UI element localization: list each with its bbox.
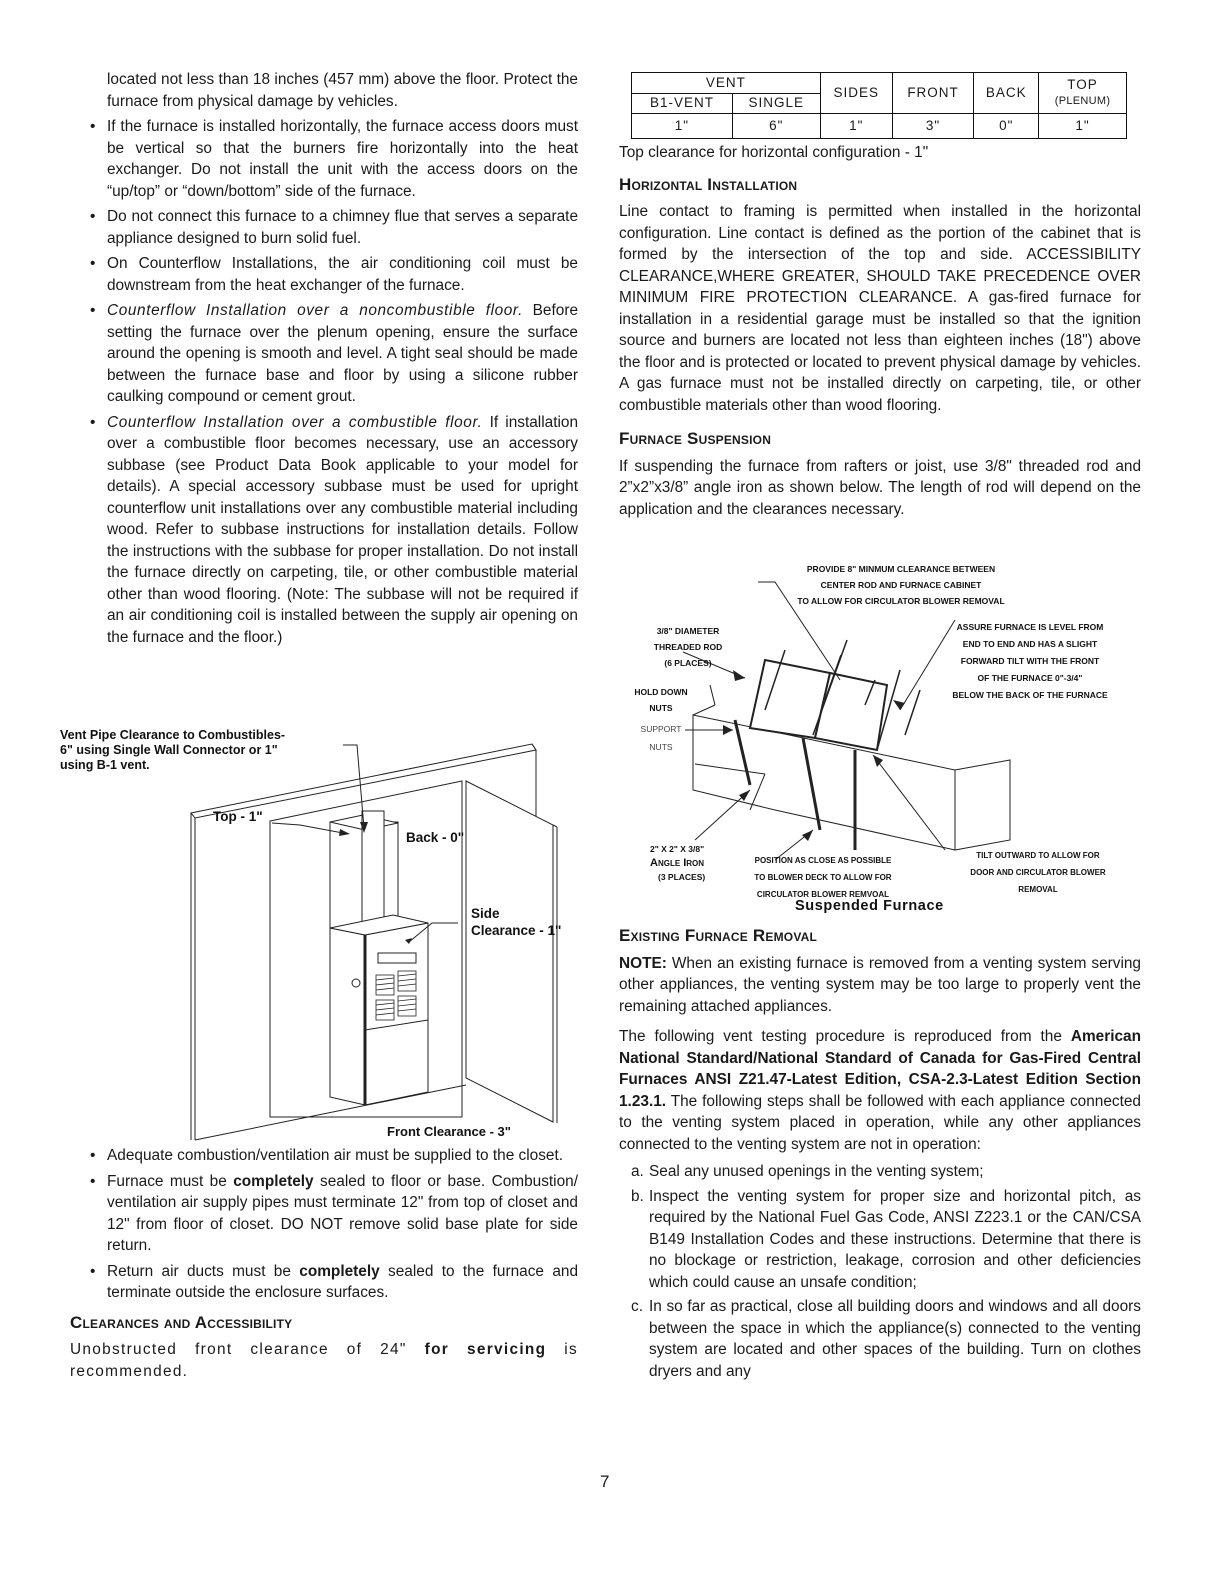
- table-header-top: [1039, 73, 1127, 114]
- label-line: Vent Pipe Clearance to Combustibles-: [60, 728, 286, 742]
- clearances-paragraph: [70, 1339, 578, 1382]
- bullet-text: If installation over a combustible floor becomes necessary, use an accessory subbase (see Product Data Book applicable to your model for details). A special accessory subbase must be used for upright counterflow unit installations over any combustible material including wood. Refer to subbase instructions for installation details. Follow the instructions with the subbase for proper installation. Do not install the furnace directly on carpeting, tile, or other combustible material other than wood flooring. (Note: The subbase will not be required if an air conditioning coil is installed between the supply air opening on the furnace and the floor.): [107, 413, 579, 646]
- table-cell: 1": [820, 114, 892, 139]
- bullet-text: Before setting the furnace over the plenum opening, ensure the surface around the opening is smooth and level. A tight seal should be made between the furnace base and floor by using a silicone rubber caulking compound or cement grout.: [107, 302, 578, 405]
- bullet-item: [70, 1261, 578, 1304]
- vent-clearance-label: [60, 728, 285, 773]
- suspended-furnace-figure: [615, 560, 1150, 920]
- label-line: END TO END AND HAS A SLIGHT: [962, 639, 1098, 649]
- bullet-item: • If the furnace is installed horizontally, the furnace access doors must be vertical so that the burners fire horizontally into the heat exchanger. Do not install the unit with the access doors on the “up/top” or “down/bottom” side of the furnace.: [70, 116, 578, 202]
- left-column-lower: [70, 1145, 578, 1382]
- paragraph-text: The following steps shall be followed with each appliance connected to the venting system placed in operation, while any other appliances connected to the venting system are not in operation:: [619, 1092, 1141, 1153]
- label-line: THREADED ROD: [653, 642, 723, 652]
- table-header-vent: VENT: [632, 73, 821, 94]
- label-line: DOOR AND CIRCULATOR BLOWER: [970, 868, 1106, 877]
- label-line: POSITION AS CLOSE AS POSSIBLE: [754, 856, 892, 865]
- clearance-table: [631, 72, 1127, 139]
- label-line: CIRCULATOR BLOWER REMVOAL: [756, 890, 890, 899]
- bullet-text: sealed to floor or base. Combustion/ ventilation air supply pipes must terminate 12" from top of closet and 12" from floor of closet. DO NOT remove solid base plate for side return.: [107, 1172, 578, 1254]
- table-header-sides: SIDES: [820, 73, 892, 114]
- provide-clearance-label: [761, 561, 1041, 609]
- note-label: NOTE:: [619, 954, 667, 972]
- bullet-item: • Do not connect this furnace to a chimney flue that serves a separate appliance designed to burn solid fuel.: [70, 206, 578, 249]
- page-number: 7: [600, 1472, 610, 1491]
- list-key: c.: [631, 1298, 643, 1315]
- label-line: TO BLOWER DECK TO ALLOW FOR: [754, 873, 892, 882]
- paragraph-bold: American National Standard/National Standard of Canada for Gas-Fired Central Furnaces ANSI Z21.47-Latest Edition, CSA-2.3-Latest Edition Section 1.23.1.: [619, 1028, 1141, 1110]
- label-line: FORWARD TILT WITH THE FRONT: [960, 656, 1100, 666]
- bullet-text: Return air ducts must be: [107, 1262, 300, 1280]
- label-line: PROVIDE 8" MINMUM CLEARANCE BETWEEN: [806, 564, 996, 574]
- intro-paragraph: located not less than 18 inches (457 mm) above the floor. Protect the furnace from physical damage by vehicles.: [107, 71, 578, 110]
- table-subheader-single: SINGLE: [732, 93, 820, 114]
- side-clearance-label: [471, 905, 561, 939]
- top-clearance-label: Top - 1": [213, 809, 263, 824]
- label-line: ASSURE FURNACE IS LEVEL FROM: [956, 622, 1104, 632]
- label-line: NUTS: [649, 742, 673, 752]
- assure-level-label: [930, 619, 1130, 704]
- label-line: (6 PLACES): [664, 658, 712, 668]
- label-line: TILT OUTWARD TO ALLOW FOR: [976, 851, 1100, 860]
- bullet-text: sealed to the furnace and terminate outside the enclosure surfaces.: [107, 1262, 579, 1301]
- label-line: NUTS: [649, 703, 673, 713]
- label-line: BELOW THE BACK OF THE FURNACE: [952, 690, 1108, 700]
- paragraph-text: is recommended.: [70, 1341, 578, 1380]
- list-text: Inspect the venting system for proper size and horizontal pitch, as required by the National Fuel Gas Code, ANSI Z223.1 or the CAN/CSA B149 Installation Codes and these instructions. Determine that there is no blockage or restriction, leakage, corrosion and other deficiencies which could cause an unsafe condition;: [649, 1187, 1141, 1291]
- bullet-italic-lead: Counterflow Installation over a noncombustible floor.: [107, 302, 523, 319]
- bullet-item: [70, 300, 578, 408]
- hold-down-nuts-label: [631, 684, 691, 716]
- steps-list: [619, 1161, 1141, 1382]
- label-line: CENTER ROD AND FURNACE CABINET: [820, 580, 982, 590]
- table-cell: 0": [974, 114, 1039, 139]
- note-text: When an existing furnace is removed from a venting system serving other appliances, the venting system may be too large to properly vent the remaining attached appliances.: [619, 954, 1141, 1015]
- label-line: SUPPORT: [640, 724, 682, 734]
- tilt-outward-label: [943, 847, 1133, 898]
- bullet-item: • On Counterflow Installations, the air conditioning coil must be downstream from the heat exchanger of the furnace.: [70, 253, 578, 296]
- horizontal-installation-text: Line contact to framing is permitted when installed in the horizontal configuration. Line contact is defined as the portion of the cabinet that is formed by the intersection of the top and side. ACCESSIBILITY CLEARANCE,WHERE GREATER, SHOULD TAKE PRECEDENCE OVER MINIMUM FIRE PROTECTION CLEARANCE. A gas-fired furnace for installation in a residential garage must be installed so that the ignition source and burners are located not less than eighteen inches (18") above the floor and is protected or located to prevent physical damage by vehicles. A gas furnace must not be installed directly on carpeting, tile, or other combustible materials other than wood flooring.: [619, 203, 1141, 414]
- front-clearance-label: Front Clearance - 3": [387, 1124, 511, 1139]
- label-line: using B-1 vent.: [60, 758, 150, 772]
- bullet-italic-lead: Counterflow Installation over a combustible floor.: [107, 413, 483, 431]
- note-paragraph: [619, 953, 1141, 1018]
- label-line: OF THE FURNACE 0"-3/4": [977, 673, 1083, 683]
- bullet-item: [70, 412, 578, 649]
- label-line: REMOVAL: [1018, 885, 1058, 894]
- angle-iron-label: [650, 842, 705, 884]
- list-item: [631, 1161, 1141, 1183]
- list-text: Seal any unused openings in the venting system;: [649, 1163, 984, 1180]
- bullet-text: Furnace must be: [107, 1172, 234, 1190]
- paragraph-text: Unobstructed front clearance of 24": [70, 1341, 425, 1358]
- bullet-item: [70, 1171, 578, 1257]
- label-line: HOLD DOWN: [634, 687, 688, 697]
- label-line: Angle Iron: [650, 857, 705, 869]
- position-label: [733, 852, 913, 903]
- list-key: a.: [631, 1163, 644, 1180]
- label-line: 6" using Single Wall Connector or 1": [60, 743, 278, 757]
- top-header-sub: (PLENUM): [1054, 95, 1111, 107]
- paragraph-bold: for servicing: [424, 1341, 547, 1358]
- label-line: (3 PLACES): [658, 872, 706, 882]
- table-header-front: FRONT: [892, 73, 973, 114]
- table-cell: 3": [892, 114, 973, 139]
- list-item: [631, 1186, 1141, 1294]
- label-line: 3/8" DIAMETER: [656, 626, 720, 636]
- procedure-paragraph: [619, 1026, 1141, 1155]
- left-column: [70, 69, 578, 652]
- paragraph-text: The following vent testing procedure is reproduced from the: [619, 1028, 1071, 1045]
- table-cell: 6": [732, 114, 820, 139]
- figure-caption: Suspended Furnace: [795, 898, 944, 914]
- label-line: TO ALLOW FOR CIRCULATOR BLOWER REMOVAL: [797, 596, 1005, 606]
- furnace-suspension-heading: Furnace Suspension: [619, 429, 772, 448]
- table-header-back: BACK: [974, 73, 1039, 114]
- list-key: b.: [631, 1187, 644, 1205]
- table-cell: 1": [632, 114, 733, 139]
- bullet-bold: completely: [233, 1172, 314, 1190]
- threaded-rod-label: [633, 623, 743, 671]
- label-line: Side: [471, 906, 500, 921]
- label-line: 2" X 2" X 3/8": [650, 844, 705, 854]
- closet-clearance-figure: [60, 725, 600, 1145]
- table-subheader-b1: B1-VENT: [632, 93, 733, 114]
- back-clearance-label: Back - 0": [406, 830, 465, 845]
- list-item: [631, 1296, 1141, 1382]
- table-note: Top clearance for horizontal configuration - 1": [619, 144, 929, 161]
- horizontal-installation-heading: Horizontal Installation: [619, 174, 798, 194]
- clearances-heading: Clearances and Accessibility: [70, 1312, 293, 1332]
- label-line: Clearance - 1": [471, 923, 562, 938]
- table-cell: 1": [1039, 114, 1127, 139]
- bullet-item: • Adequate combustion/ventilation air must be supplied to the closet.: [70, 1145, 578, 1167]
- furnace-suspension-text: If suspending the furnace from rafters or joist, use 3/8" threaded rod and 2”x2”x3/8” angle iron as shown below. The length of rod will depend on the application and the clearances necessary.: [619, 457, 1141, 518]
- right-column-lower: [619, 925, 1141, 1385]
- right-column: [619, 72, 1141, 520]
- list-text: In so far as practical, close all building doors and windows and all doors between the space in which the appliance(s) connected to the venting system are located and other spaces of the building. Turn on clothes dryers and any: [649, 1298, 1141, 1380]
- top-header-text: TOP: [1067, 77, 1098, 92]
- existing-furnace-removal-heading: Existing Furnace Removal: [619, 926, 818, 945]
- bullet-bold: completely: [299, 1262, 380, 1280]
- support-nuts-label: [631, 720, 691, 756]
